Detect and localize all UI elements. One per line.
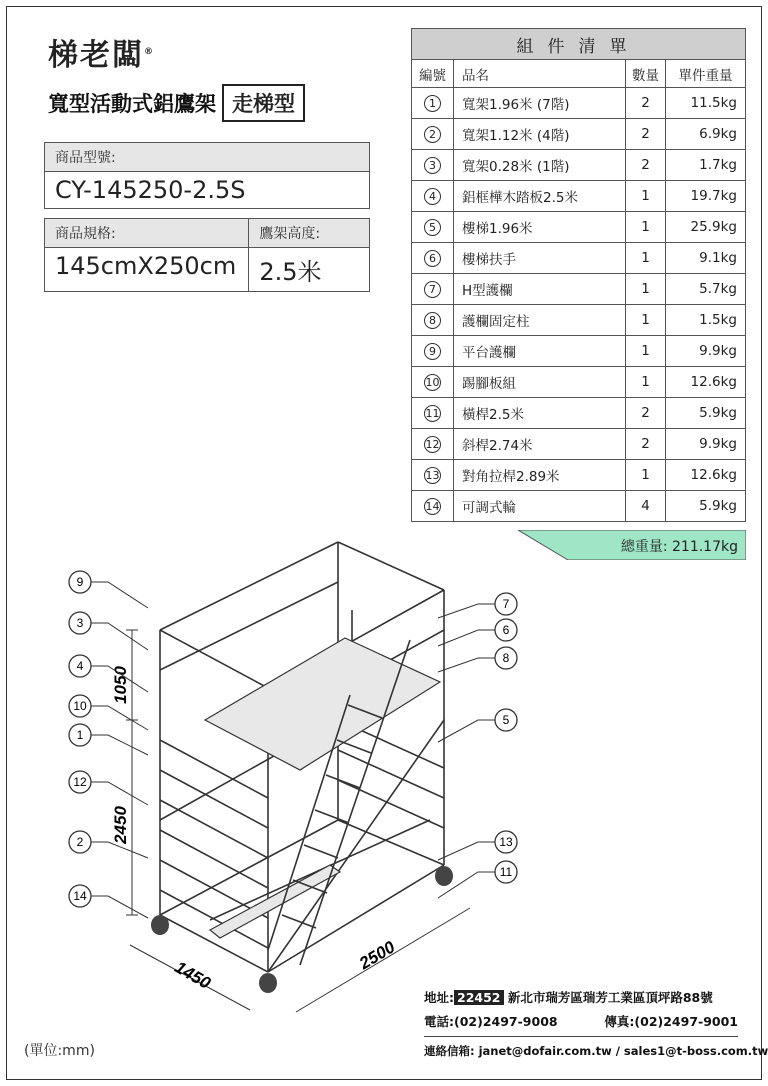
col-no: 編號	[412, 60, 454, 88]
part-number: 13	[425, 468, 440, 482]
callout-number: 12	[73, 775, 87, 789]
callout-number: 7	[502, 597, 510, 611]
part-number: 3	[424, 157, 441, 174]
part-qty: 2	[626, 150, 666, 181]
contact-block	[424, 988, 768, 1065]
address-text: 新北市瑞芳區瑞芳工業區頂坪路88號	[507, 990, 713, 1005]
address-label: 地址:	[424, 990, 454, 1005]
callout-number: 4	[76, 659, 84, 673]
callout-leader	[91, 735, 148, 755]
part-name: 寬架1.96米 (7階)	[454, 88, 626, 119]
dim-upper: 1050	[111, 666, 130, 704]
email-row	[424, 1043, 768, 1059]
part-qty: 1	[626, 243, 666, 274]
product-title	[48, 84, 305, 122]
part-name: 寬架0.28米 (1階)	[454, 150, 626, 181]
part-weight: 6.9kg	[666, 119, 746, 150]
parts-row	[412, 212, 746, 243]
parts-row	[412, 491, 746, 522]
part-name: 對角拉桿2.89米	[454, 460, 626, 491]
callout-leader	[91, 782, 148, 805]
dim-lower: 2450	[111, 806, 130, 844]
part-number: 5	[424, 219, 441, 236]
fax-text: 傳真:(02)2497-9001	[604, 1014, 738, 1029]
parts-row	[412, 305, 746, 336]
parts-row	[412, 150, 746, 181]
callout-leader	[91, 623, 148, 650]
dim-length: 2500	[356, 937, 399, 974]
part-name: 平台護欄	[454, 336, 626, 367]
part-number: 7	[424, 281, 441, 298]
callout-leader	[91, 706, 148, 730]
part-qty: 2	[626, 88, 666, 119]
callout-number: 1	[76, 728, 84, 742]
callout-leader	[438, 630, 495, 646]
part-qty: 1	[626, 367, 666, 398]
model-label: 商品型號:	[45, 143, 369, 172]
parts-table	[411, 28, 746, 522]
part-weight: 1.5kg	[666, 305, 746, 336]
part-weight: 5.9kg	[666, 491, 746, 522]
part-name: H型護欄	[454, 274, 626, 305]
part-number: 2	[424, 126, 441, 143]
spec-box	[44, 218, 370, 292]
part-number: 8	[424, 312, 441, 329]
part-weight: 19.7kg	[666, 181, 746, 212]
col-weight: 單件重量	[666, 60, 746, 88]
part-qty: 2	[626, 429, 666, 460]
part-number: 1	[424, 95, 441, 112]
part-qty: 1	[626, 212, 666, 243]
part-qty: 4	[626, 491, 666, 522]
callout-number: 5	[502, 713, 510, 727]
part-weight: 12.6kg	[666, 460, 746, 491]
part-qty: 1	[626, 181, 666, 212]
part-qty: 1	[626, 274, 666, 305]
part-number: 12	[425, 437, 440, 451]
part-weight: 9.9kg	[666, 429, 746, 460]
part-name: 橫桿2.5米	[454, 398, 626, 429]
callout-number: 11	[499, 865, 513, 879]
parts-row	[412, 274, 746, 305]
part-name: 樓梯1.96米	[454, 212, 626, 243]
part-qty: 2	[626, 398, 666, 429]
part-number: 4	[424, 188, 441, 205]
parts-row	[412, 181, 746, 212]
part-qty: 1	[626, 460, 666, 491]
brand-logo: 梯老闆®	[48, 38, 155, 73]
parts-row	[412, 398, 746, 429]
size-label: 商品規格:	[45, 219, 248, 248]
part-qty: 2	[626, 119, 666, 150]
part-weight: 5.9kg	[666, 398, 746, 429]
callout-number: 2	[76, 835, 84, 849]
callout-number: 10	[73, 699, 87, 713]
parts-row	[412, 429, 746, 460]
part-number: 9	[424, 343, 441, 360]
callout-number: 13	[499, 835, 513, 849]
callout-leader	[91, 582, 148, 608]
part-weight: 1.7kg	[666, 150, 746, 181]
part-weight: 9.1kg	[666, 243, 746, 274]
callout-number: 6	[502, 623, 510, 637]
col-name: 品名	[454, 60, 626, 88]
parts-row	[412, 88, 746, 119]
callouts-right	[438, 593, 517, 898]
part-weight: 9.9kg	[666, 336, 746, 367]
model-value: CY-145250-2.5S	[55, 176, 246, 204]
part-name: 踢腳板組	[454, 367, 626, 398]
zip-code: 22452	[454, 990, 504, 1005]
callout-number: 9	[76, 575, 84, 589]
contact-divider	[424, 1036, 738, 1037]
callout-number: 14	[73, 889, 87, 903]
height-label: 鷹架高度:	[249, 219, 369, 248]
part-weight: 11.5kg	[666, 88, 746, 119]
tel-text: 電話:(02)2497-9008	[424, 1014, 558, 1029]
callouts-left	[69, 571, 148, 918]
parts-row	[412, 119, 746, 150]
parts-row	[412, 367, 746, 398]
dim-width: 1450	[171, 957, 214, 993]
part-weight: 12.6kg	[666, 367, 746, 398]
part-qty: 1	[626, 336, 666, 367]
title-main: 寬型活動式鋁鷹架	[48, 92, 216, 116]
callout-leader	[438, 604, 495, 618]
height-value: 2.5米	[259, 258, 322, 286]
parts-row	[412, 243, 746, 274]
size-value: 145cmX250cm	[55, 252, 237, 280]
callout-leader	[91, 896, 148, 918]
part-weight: 25.9kg	[666, 212, 746, 243]
phone-row	[424, 1012, 738, 1030]
title-badge: 走梯型	[222, 84, 305, 122]
part-name: 鋁框樺木踏板2.5米	[454, 181, 626, 212]
parts-row	[412, 460, 746, 491]
part-name: 斜桿2.74米	[454, 429, 626, 460]
part-name: 寬架1.12米 (4階)	[454, 119, 626, 150]
parts-caption: 組件清單	[412, 29, 746, 60]
part-number: 14	[425, 499, 440, 513]
address-row	[424, 988, 738, 1006]
part-number: 6	[424, 250, 441, 267]
part-name: 可調式輪	[454, 491, 626, 522]
parts-row	[412, 336, 746, 367]
model-box	[44, 142, 370, 209]
callout-leader	[438, 720, 495, 742]
part-qty: 1	[626, 305, 666, 336]
part-number: 10	[425, 375, 440, 389]
part-name: 護欄固定柱	[454, 305, 626, 336]
scaffold-diagram	[0, 520, 768, 1040]
email-text: 連絡信箱: janet@dofair.com.tw / sales1@t-boss.com.tw	[424, 1044, 768, 1058]
callout-number: 3	[76, 616, 84, 630]
callout-leader	[438, 658, 495, 672]
total-weight-text: 總重量: 211.17kg	[620, 539, 738, 555]
callout-leader	[438, 842, 495, 860]
callout-number: 8	[502, 651, 510, 665]
part-weight: 5.7kg	[666, 274, 746, 305]
col-qty: 數量	[626, 60, 666, 88]
part-name: 樓梯扶手	[454, 243, 626, 274]
part-number: 11	[425, 406, 440, 420]
unit-note: (單位:mm)	[24, 1043, 95, 1059]
